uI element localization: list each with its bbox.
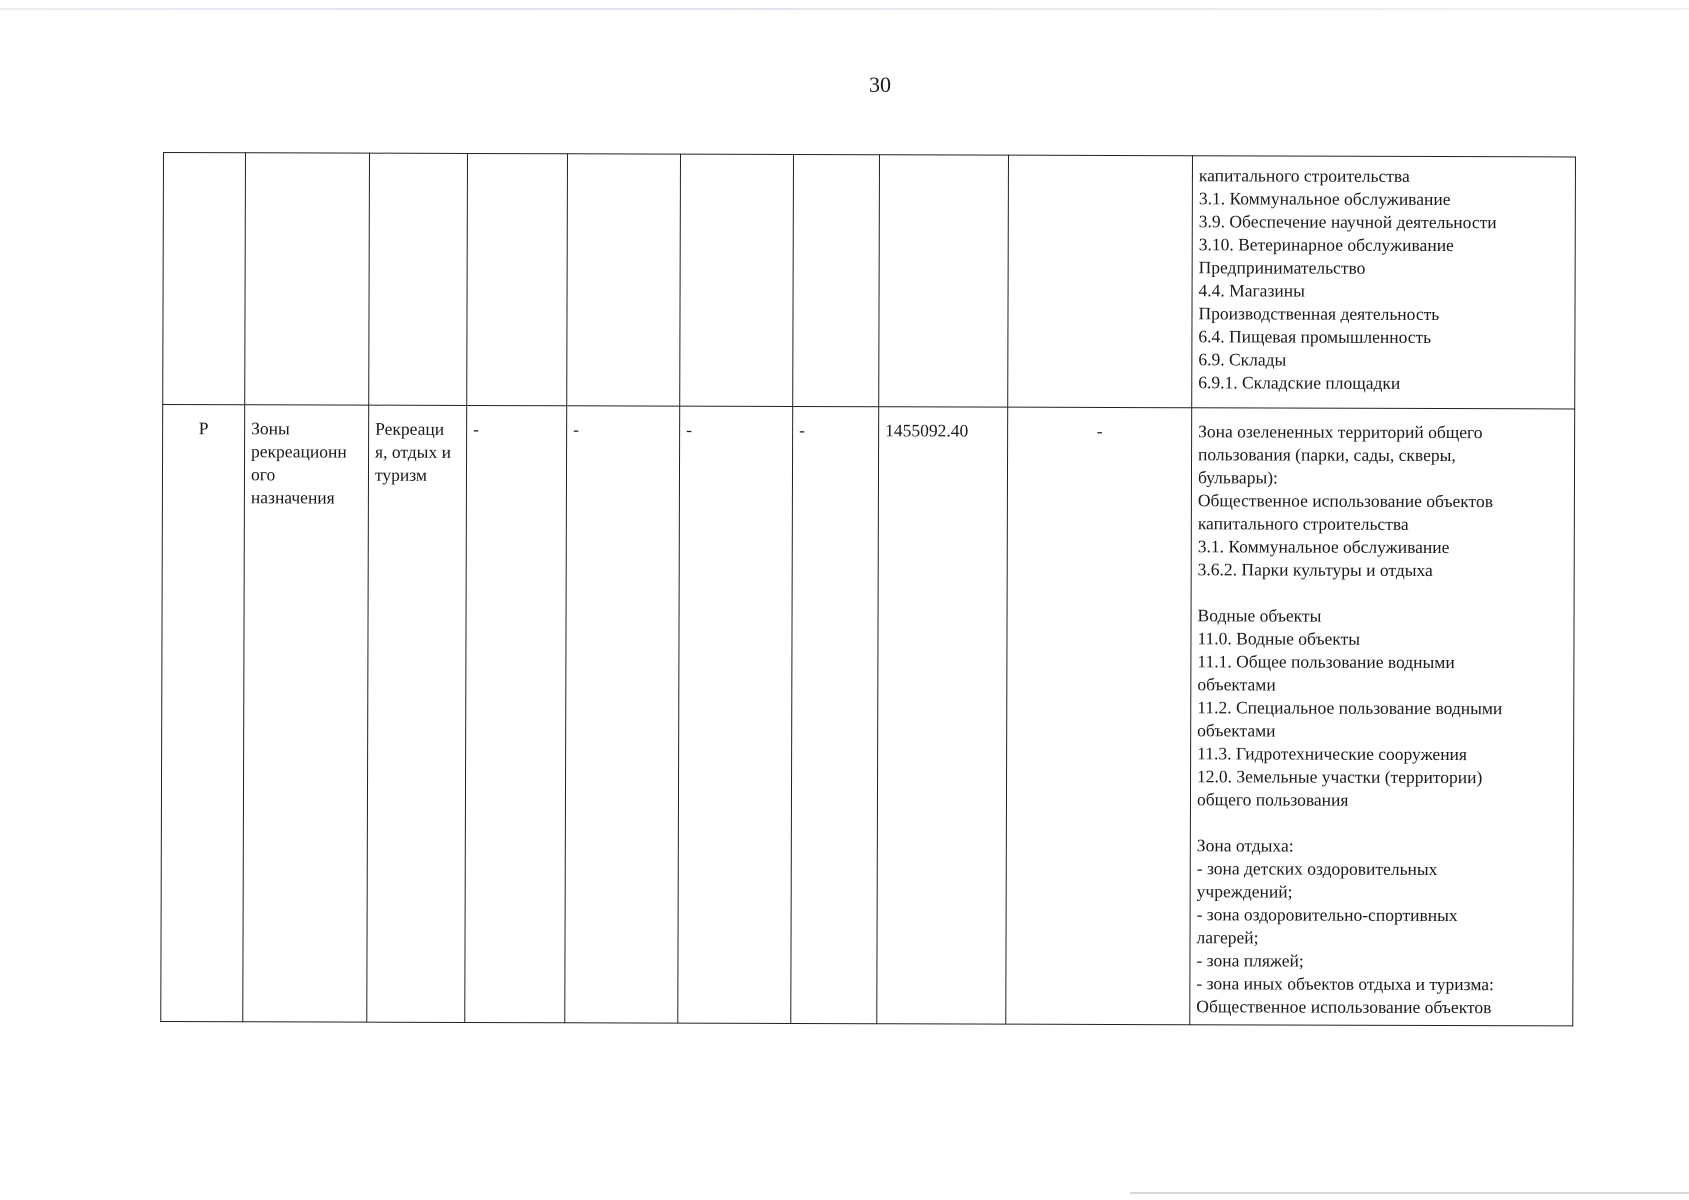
description-line: - зона оздоровительно-спортивных	[1196, 904, 1458, 926]
description-line: капитального строительства	[1198, 165, 1410, 186]
description-line: 11.0. Водные объекты	[1197, 628, 1361, 649]
description-line	[1198, 581, 1568, 605]
description-line: 12.0. Земельные участки (территории)	[1197, 766, 1483, 788]
cell-col9	[1008, 155, 1193, 408]
description-line: 6.4. Пищевая промышленность	[1198, 326, 1432, 347]
cell-purpose	[369, 153, 468, 405]
cell-code	[163, 153, 246, 405]
description-line: 3.1. Коммунальное обслуживание	[1197, 536, 1450, 558]
scan-artifact-bottom	[1130, 1192, 1689, 1194]
description-line: Предпринимательство	[1198, 257, 1366, 278]
description-line: - зона детских оздоровительных	[1196, 858, 1438, 880]
cell-col7: -	[791, 406, 879, 1023]
description-line: 11.2. Специальное пользование водными	[1197, 697, 1503, 719]
cell-code: Р	[161, 405, 245, 1022]
page-number: 30	[869, 72, 891, 97]
cell-col9: -	[1006, 407, 1192, 1025]
description-line: Зона отдыха:	[1196, 835, 1294, 856]
cell-zone-name	[245, 153, 370, 405]
cell-zone-name: Зоны рекреационн ого назначения	[243, 405, 369, 1022]
description-line: 3.6.2. Парки культуры и отдыха	[1197, 559, 1433, 580]
description-line: капитального строительства	[1197, 513, 1409, 534]
cell-col4	[467, 153, 568, 405]
cell-col5	[567, 154, 681, 406]
description-line: 3.1. Коммунальное обслуживание	[1198, 188, 1451, 210]
description-line: - зона пляжей;	[1196, 950, 1304, 971]
description-line: лагерей;	[1196, 927, 1259, 948]
cell-area: 1455092.40	[877, 407, 1008, 1024]
description-line: общего пользования	[1196, 789, 1349, 810]
description-line: Общественное использование объектов	[1196, 996, 1492, 1018]
description-line: учреждений;	[1196, 881, 1293, 902]
cell-description	[1190, 408, 1575, 1026]
description-line: 3.9. Обеспечение научной деятельности	[1198, 211, 1497, 233]
table-row-continuation	[163, 153, 1576, 409]
description-line: бульвары):	[1197, 467, 1278, 488]
description-line: 11.1. Общее пользование водными	[1197, 651, 1455, 673]
table-row-recreation-zone	[161, 405, 1575, 1026]
cell-col6: -	[678, 406, 793, 1023]
description-line: объектами	[1197, 720, 1276, 741]
cell-description	[1192, 156, 1576, 409]
description-line: Зона озелененных территорий общего	[1198, 421, 1483, 443]
cell-purpose: Рекреаци я, отдых и туризм	[367, 405, 467, 1022]
cell-col7	[793, 154, 880, 406]
description-line: 6.9.1. Складские площадки	[1198, 372, 1401, 393]
description-line: 6.9. Склады	[1198, 349, 1287, 370]
description-line: Водные объекты	[1197, 605, 1322, 626]
description-line: 11.3. Гидротехнические сооружения	[1197, 743, 1468, 765]
cell-area	[879, 155, 1009, 407]
land-use-table	[160, 152, 1576, 1026]
cell-col4: -	[465, 405, 567, 1022]
description-line: объектами	[1197, 674, 1276, 695]
description-line	[1197, 811, 1567, 835]
description-line: 4.4. Магазины	[1198, 280, 1305, 301]
description-line: Производственная деятельность	[1198, 303, 1440, 325]
description-line: - зона иных объектов отдыха и туризма:	[1196, 973, 1494, 995]
cell-col5: -	[565, 406, 680, 1023]
scan-artifact-top	[0, 8, 1689, 10]
description-line: пользования (парки, сады, скверы,	[1198, 444, 1456, 466]
description-line: 3.10. Ветеринарное обслуживание	[1198, 234, 1454, 256]
cell-col6	[680, 154, 794, 406]
description-line: Общественное использование объектов	[1197, 490, 1494, 512]
